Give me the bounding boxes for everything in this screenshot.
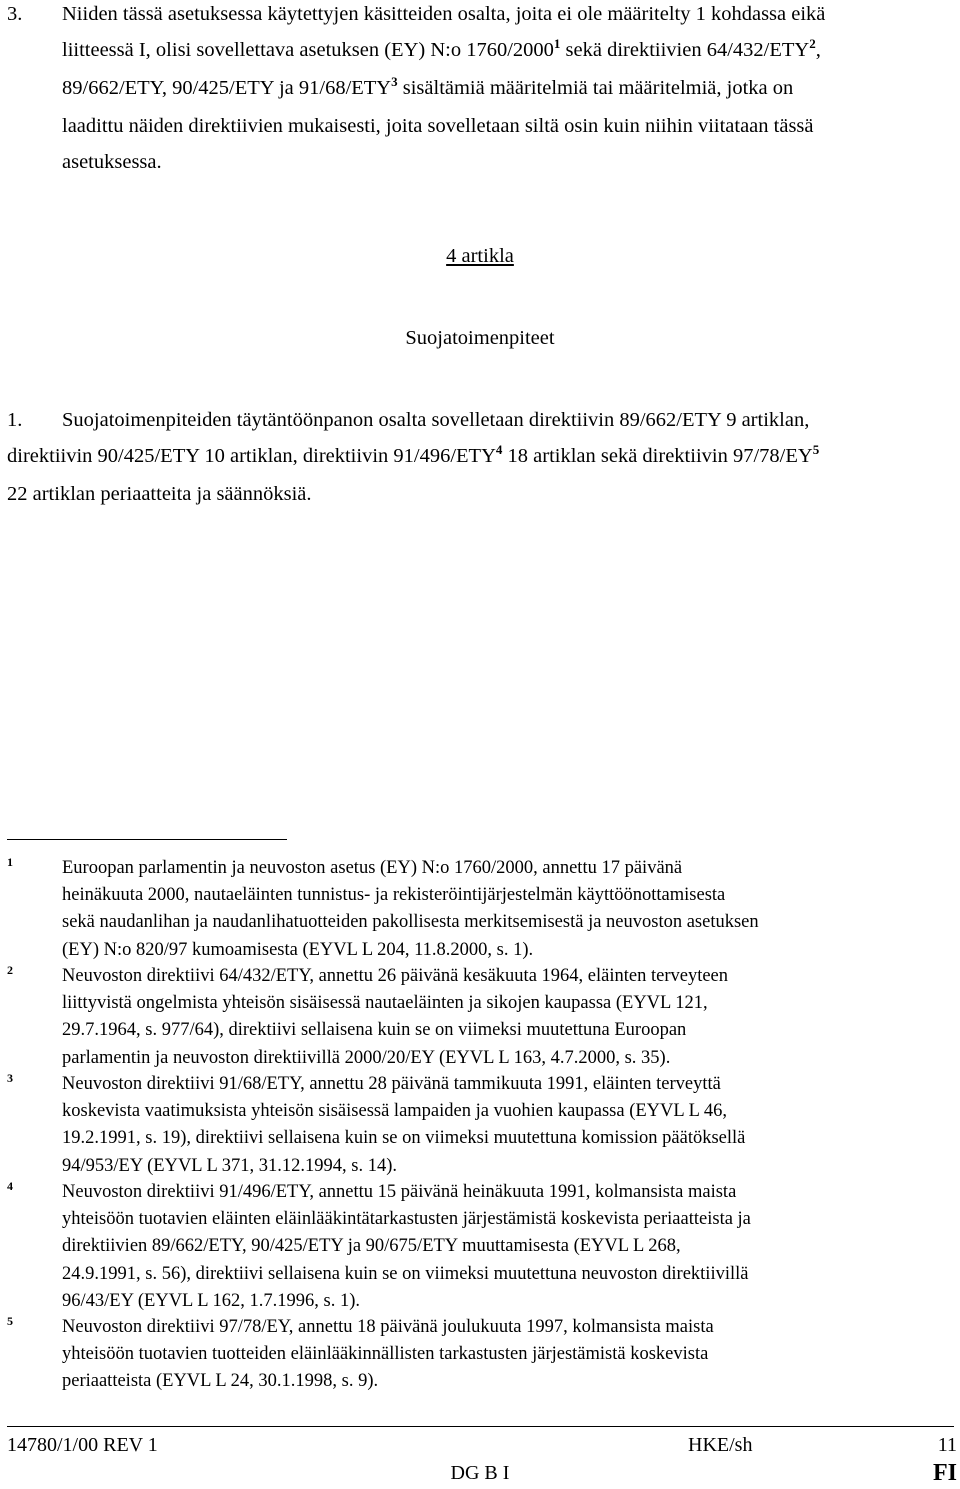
footer-separator xyxy=(7,1426,954,1427)
paragraph-line: direktiivin 90/425/ETY 10 artiklan, direktiivin 91/496/ETY$^4$ 18 artiklan sekä direktiivin $97/78/EY^5$ xyxy=(7,442,820,467)
footnote-2: Neuvoston direktiivi 64/432/ETY, annettu 26 päivänä kesäkuuta 1964, eläinten terveyteen liittyvistä ongelmista yhteisön sisäisessä nautaeläinten ja sikojen kaupassa (EYVL 121, 29.7.1964, s. 977/64), direktiivi sellaisena kuin se on viimeksi muutettuna Euroopan parlamentin ja neuvoston direktiivillä 2000/20/EY (EYVL L 163, 4.7.2000, s. 35). xyxy=(62,966,728,1068)
paragraph-1 xyxy=(62,402,942,438)
paragraph-number: 3. xyxy=(7,3,23,25)
paragraph-line: Suojatoimenpiteiden täytäntöönpanon osalta sovelletaan direktiivin 89/662/ETY 9 artiklan, xyxy=(62,409,810,431)
paragraph-line: 22 artiklan periaatteita ja säännöksiä. xyxy=(7,483,312,505)
paragraph-line: Niiden tässä asetuksessa käytettyjen käsitteiden osalta, joita ei ole määritelty 1 kohdassa eikä xyxy=(62,3,826,25)
document-reference: 14780/1/00 REV 1 xyxy=(7,1434,158,1456)
footnote-ref[interactable]: 3 xyxy=(391,74,398,89)
author-code: HKE/sh xyxy=(688,1434,753,1456)
article-number: 4 artikla xyxy=(446,245,514,267)
page-number: 11 xyxy=(937,1434,957,1456)
paragraph-number: 1. xyxy=(7,409,23,431)
footnote-separator xyxy=(7,839,287,840)
footnote-mark: 3 xyxy=(7,1071,13,1085)
language-code: FI xyxy=(933,1460,957,1486)
footnote-mark: 4 xyxy=(7,1179,13,1193)
footnote-mark: 2 xyxy=(7,963,13,977)
footnote-4: Neuvoston direktiivi 91/496/ETY, annettu 15 päivänä heinäkuuta 1991, kolmansista maista yhteisöön tuotavien eläinten eläinlääkintätarkastusten järjestämistä koskevista periaatteista ja direktiivien 89/662/ETY, 90/425/ETY ja 90/675/ETY muuttamisesta (EYVL L 268, 24.9.1991, s. 56), direktiivi sellaisena kuin se on viimeksi muutettuna neuvoston direktiivillä 96/43/EY (EYVL L 162, 1.7.1996, s. 1). xyxy=(62,1182,751,1311)
footnote-mark: 1 xyxy=(7,855,13,869)
paragraph-1-continued xyxy=(7,438,947,512)
paragraph-line: 89/662/ETY, 90/425/ETY ja 91/68/ETY$^3$ sisältämiä määritelmiä tai määritelmiä, jotka on xyxy=(62,74,794,99)
paragraph-line: asetuksessa. xyxy=(62,151,162,173)
footnote-mark: 5 xyxy=(7,1314,13,1328)
footnote-ref[interactable]: 4 xyxy=(495,442,503,457)
paragraph-line: laadittu näiden direktiivien mukaisesti, joita sovelletaan siltä osin kuin niihin viitataan tässä xyxy=(62,115,814,137)
paragraph-line: liitteessä I, olisi sovellettava asetuksen (EY) N:o 1760/2000$^1$ sekä direktiivien 64/432/ETY$^2$, xyxy=(62,36,821,61)
footnote-5: Neuvoston direktiivi 97/78/EY, annettu 18 päivänä joulukuuta 1997, kolmansista maista yhteisöön tuotavien tuotteiden eläinlääkinnällisten tarkastusten järjestämistä koskevista periaatteista (EYVL L 24, 30.1.1998, s. 9). xyxy=(62,1317,714,1392)
footnote-ref[interactable]: 2 xyxy=(809,36,816,51)
directorate-code: DG B I xyxy=(450,1462,510,1484)
footnote-ref[interactable]: 1 xyxy=(553,36,561,51)
article-title: Suojatoimenpiteet xyxy=(405,327,555,349)
paragraph-3 xyxy=(62,0,942,180)
footnote-3: Neuvoston direktiivi 91/68/ETY, annettu 28 päivänä tammikuuta 1991, eläinten terveyttä koskevista vaatimuksista yhteisön sisäisessä lampaiden ja vuohien kaupassa (EYVL L 46, 19.2.1991, s. 19), direktiivi sellaisena kuin se on viimeksi muutettuna komission päätöksellä 94/953/EY (EYVL L 371, 31.12.1994, s. 14). xyxy=(62,1074,746,1176)
footnote-ref[interactable]: 5 xyxy=(812,442,820,457)
footnote-1: Euroopan parlamentin ja neuvoston asetus (EY) N:o 1760/2000, annettu 17 päivänä heinäkuuta 2000, nautaeläinten tunnistus- ja rekisteröintijärjestelmän käyttöönottamisesta sekä naudanlihan ja naudanlihatuotteiden pakollisesta merkitsemisestä ja neuvoston asetuksen (EY) N:o 820/97 kumoamisesta (EYVL L 204, 11.8.2000, s. 1). xyxy=(62,858,759,960)
